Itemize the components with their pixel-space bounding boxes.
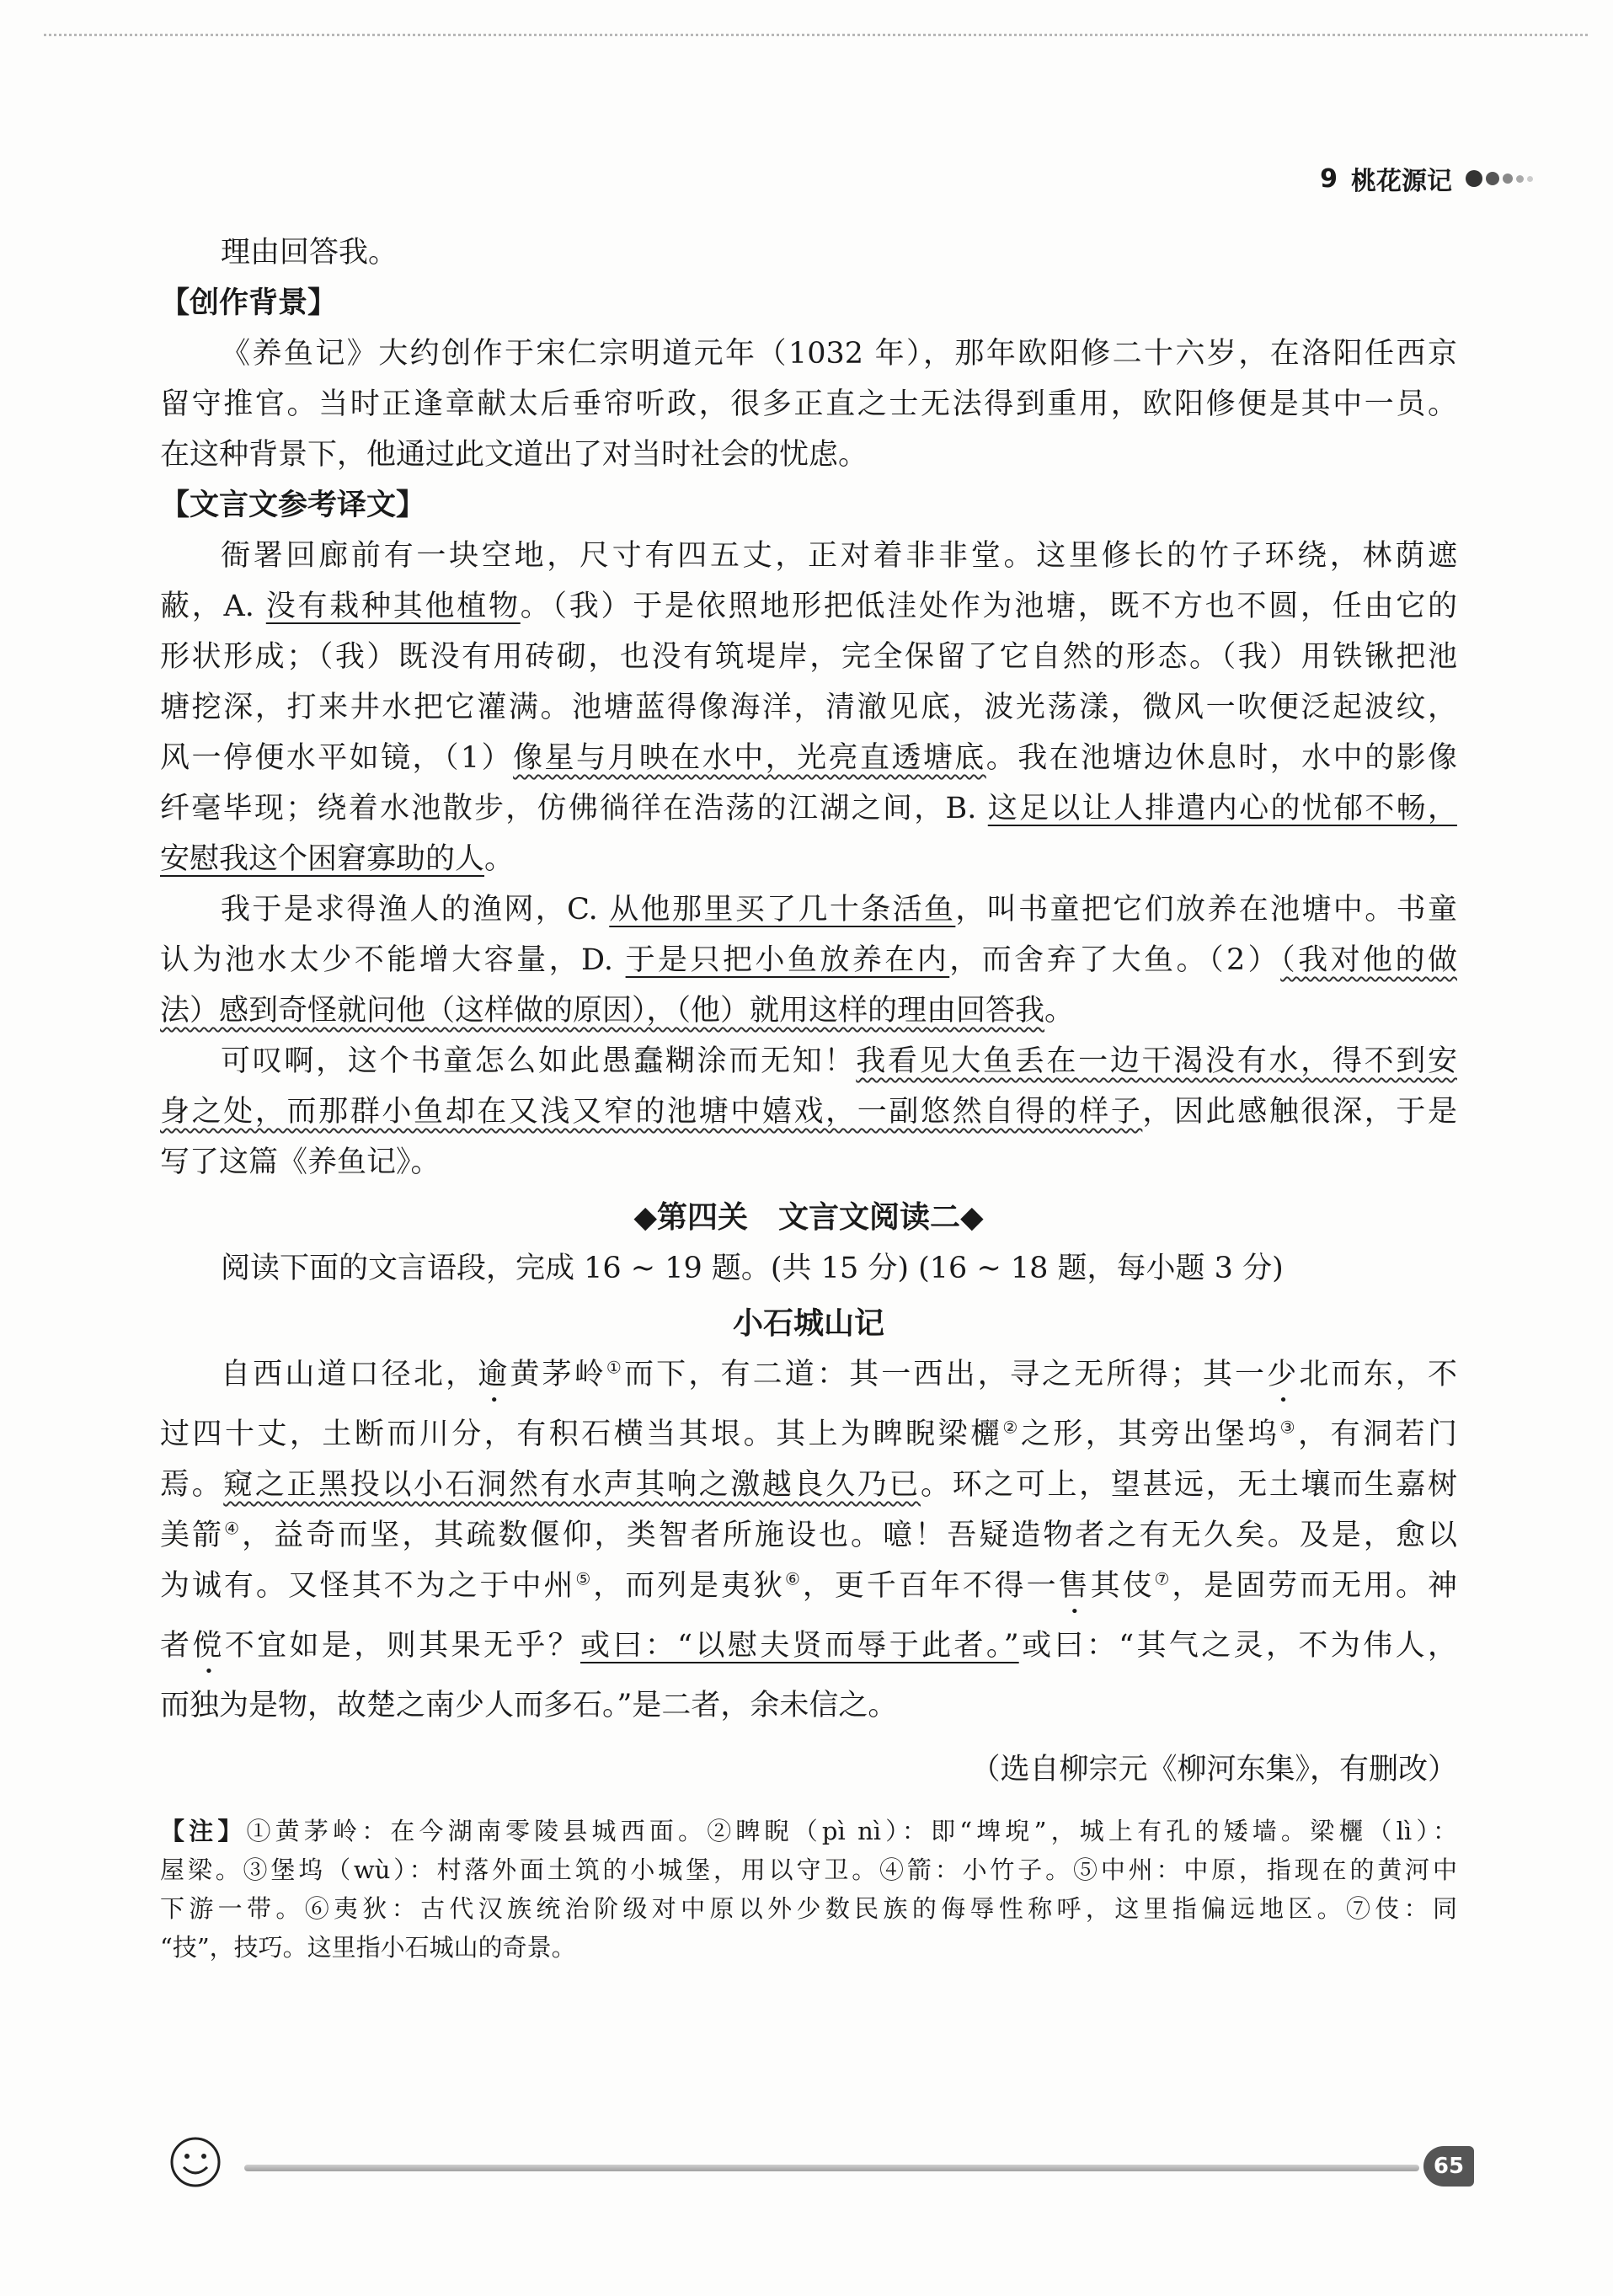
chapter-title: 桃花源记 — [1351, 167, 1452, 196]
underline-C: 从他那里买了几十条活鱼 — [609, 893, 956, 926]
notes-label: 【注】 — [160, 1817, 247, 1845]
underline-D: 于是只把小鱼放养在内 — [625, 943, 950, 977]
underline-quote: 或曰：“以慰夫贤而辱于此者。” — [580, 1629, 1019, 1663]
translation-line: 可叹啊，这个书童怎么如此愚蠢糊涂而无知！我看见大鱼丢在一边干渴没有水，得不到安 — [221, 1044, 1457, 1078]
wavy-underline-3-cont: 身之处，而那群小鱼却在又浅又窄的池塘中嬉戏，一副悠然自得的样子 — [160, 1095, 1143, 1129]
background-heading: 【创作背景】 — [160, 286, 338, 320]
dotted-char: 售 — [1058, 1569, 1091, 1603]
wavy-underline-2: （我对他的做 — [1280, 943, 1457, 977]
dotted-char: 逾 — [478, 1358, 510, 1391]
wavy-underline-1: 像星与月映在水中，光亮直透塘底 — [513, 741, 986, 775]
running-header — [1320, 160, 1533, 197]
level4-instruction: 阅读下面的文言语段，完成 16 ~ 19 题。(共 15 分) (16 ~ 18 题，每小题 3 分) — [221, 1252, 1284, 1285]
article-line: 为诚有。又怪其不为之于中州⑤，而列是夷狄⑥，更千百年不得一售其伎⑦，是固劳而无用。神 — [160, 1568, 1457, 1603]
translation-line: 写了这篇《养鱼记》。 — [160, 1145, 441, 1179]
article-line: 美箭④，益奇而坚，其疏数偃仰，类智者所施设也。噫！吾疑造物者之有无久矣。及是，愈以 — [160, 1518, 1457, 1552]
note-line: 【注】①黄茅岭：在今湖南零陵县城西面。②睥睨（pì nì）：即“埤堄”，城上有孔的矮墙。梁欐（lì）： — [160, 1817, 1457, 1845]
wavy-underline-article: 窥之正黑投以小石洞然有水声其响之激越良久乃已 — [223, 1468, 921, 1502]
underline-A: 没有栽种其他植物 — [265, 590, 521, 623]
translation-line: 风一停便水平如镜，（1）像星与月映在水中，光亮直透塘底。我在池塘边休息时，水中的影像 — [160, 741, 1457, 775]
translation-line: 形状形成；（我）既没有用砖砌，也没有筑堤岸，完全保留了它自然的形态。（我）用铁锹把池 — [160, 640, 1457, 674]
page-number: 65 — [1423, 2146, 1474, 2187]
smiley-icon — [168, 2135, 222, 2189]
translation-heading: 【文言文参考译文】 — [160, 489, 426, 522]
article-line: 焉。窥之正黑投以小石洞然有水声其响之激越良久乃已。环之可上，望甚远，无土壤而生嘉树 — [160, 1468, 1457, 1502]
translation-line: 认为池水太少不能增大容量，D. 于是只把小鱼放养在内，而舍弃了大鱼。（2）（我对他的做 — [160, 943, 1457, 977]
note-line: 屋梁。③堡坞（wù）：村落外面土筑的小城堡，用以守卫。④箭：小竹子。⑤中州：中原，指现在的黄河中 — [160, 1855, 1457, 1884]
translation-line: 衙署回廊前有一块空地，尺寸有四五丈，正对着非非堂。这里修长的竹子环绕，林荫遮 — [221, 539, 1457, 573]
translation-line: 安慰我这个困窘寡助的人。 — [160, 842, 515, 876]
chapter-number: 9 — [1320, 163, 1338, 194]
level4-title: ◆第四关 文言文阅读二◆ — [633, 1200, 984, 1235]
article-line: 自西山道口径北，逾黄茅岭①而下，有二道：其一西出，寻之无所得；其一少北而东，不 — [221, 1357, 1457, 1391]
article-line: 过四十丈，土断而川分，有积石横当其垠。其上为睥睨梁欐②之形，其旁出堡坞③，有洞若门 — [160, 1417, 1457, 1451]
underline-B: 这足以让人排遣内心的忧郁不畅， — [987, 792, 1457, 825]
article-line: 而独为是物，故楚之南少人而多石。”是二者，余未信之。 — [160, 1689, 898, 1722]
translation-line: 身之处，而那群小鱼却在又浅又窄的池塘中嬉戏，一副悠然自得的样子，因此感触很深，于是 — [160, 1095, 1457, 1129]
header-dots-icon — [1466, 170, 1533, 187]
footer-rule — [244, 2165, 1419, 2171]
translation-line: 塘挖深，打来井水把它灌满。池塘蓝得像海洋，清澈见底，波光荡漾，微风一吹便泛起波纹， — [160, 691, 1457, 724]
background-line: 《养鱼记》大约创作于宋仁宗明道元年（1032 年），那年欧阳修二十六岁，在洛阳任西京 — [221, 337, 1457, 371]
article-line: 者傥不宜如是，则其果无乎？或曰：“以慰夫贤而辱于此者。”或曰：“其气之灵，不为伟人， — [160, 1629, 1457, 1663]
translation-line: 蔽，A. 没有栽种其他植物。（我）于是依照地形把低洼处作为池塘，既不方也不圆，任由它的 — [160, 590, 1457, 623]
background-line: 在这种背景下，他通过此文道出了对当时社会的忧虑。 — [160, 438, 868, 472]
wavy-underline-3: 我看见大鱼丢在一边干渴没有水，得不到安 — [856, 1044, 1457, 1078]
translation-line: 我于是求得渔人的渔网，C. 从他那里买了几十条活鱼，叫书童把它们放养在池塘中。书童 — [221, 893, 1457, 926]
top-dotted-rule — [44, 34, 1588, 36]
underline-B-cont: 安慰我这个困窘寡助的人 — [160, 842, 485, 876]
translation-line: 纤毫毕现；绕着水池散步，仿佛徜徉在浩荡的江湖之间，B. 这足以让人排遣内心的忧郁不畅， — [160, 792, 1457, 825]
translation-line: 法）感到奇怪就问他（这样做的原因），（他）就用这样的理由回答我。 — [160, 994, 1075, 1028]
note-line: “技”，技巧。这里指小石城山的奇景。 — [160, 1933, 576, 1962]
article-title: 小石城山记 — [732, 1306, 884, 1341]
article-source: （选自柳宗元《柳河东集》，有删改） — [970, 1753, 1457, 1786]
note-line: 下游一带。⑥夷狄：古代汉族统治阶级对中原以外少数民族的侮辱性称呼，这里指偏远地区。⑦伎：同 — [160, 1894, 1457, 1923]
dotted-char: 少 — [1267, 1358, 1300, 1391]
dotted-char: 傥 — [192, 1629, 225, 1663]
page-content — [160, 227, 1457, 1967]
notes — [160, 1812, 1457, 1967]
intro-tail: 理由回答我。 — [221, 236, 398, 270]
wavy-underline-2-cont: 法）感到奇怪就问他（这样做的原因），（他）就用这样的理由回答我 — [160, 994, 1045, 1028]
background-line: 留守推官。当时正逢章献太后垂帘听政，很多正直之士无法得到重用，欧阳修便是其中一员。 — [160, 387, 1457, 421]
